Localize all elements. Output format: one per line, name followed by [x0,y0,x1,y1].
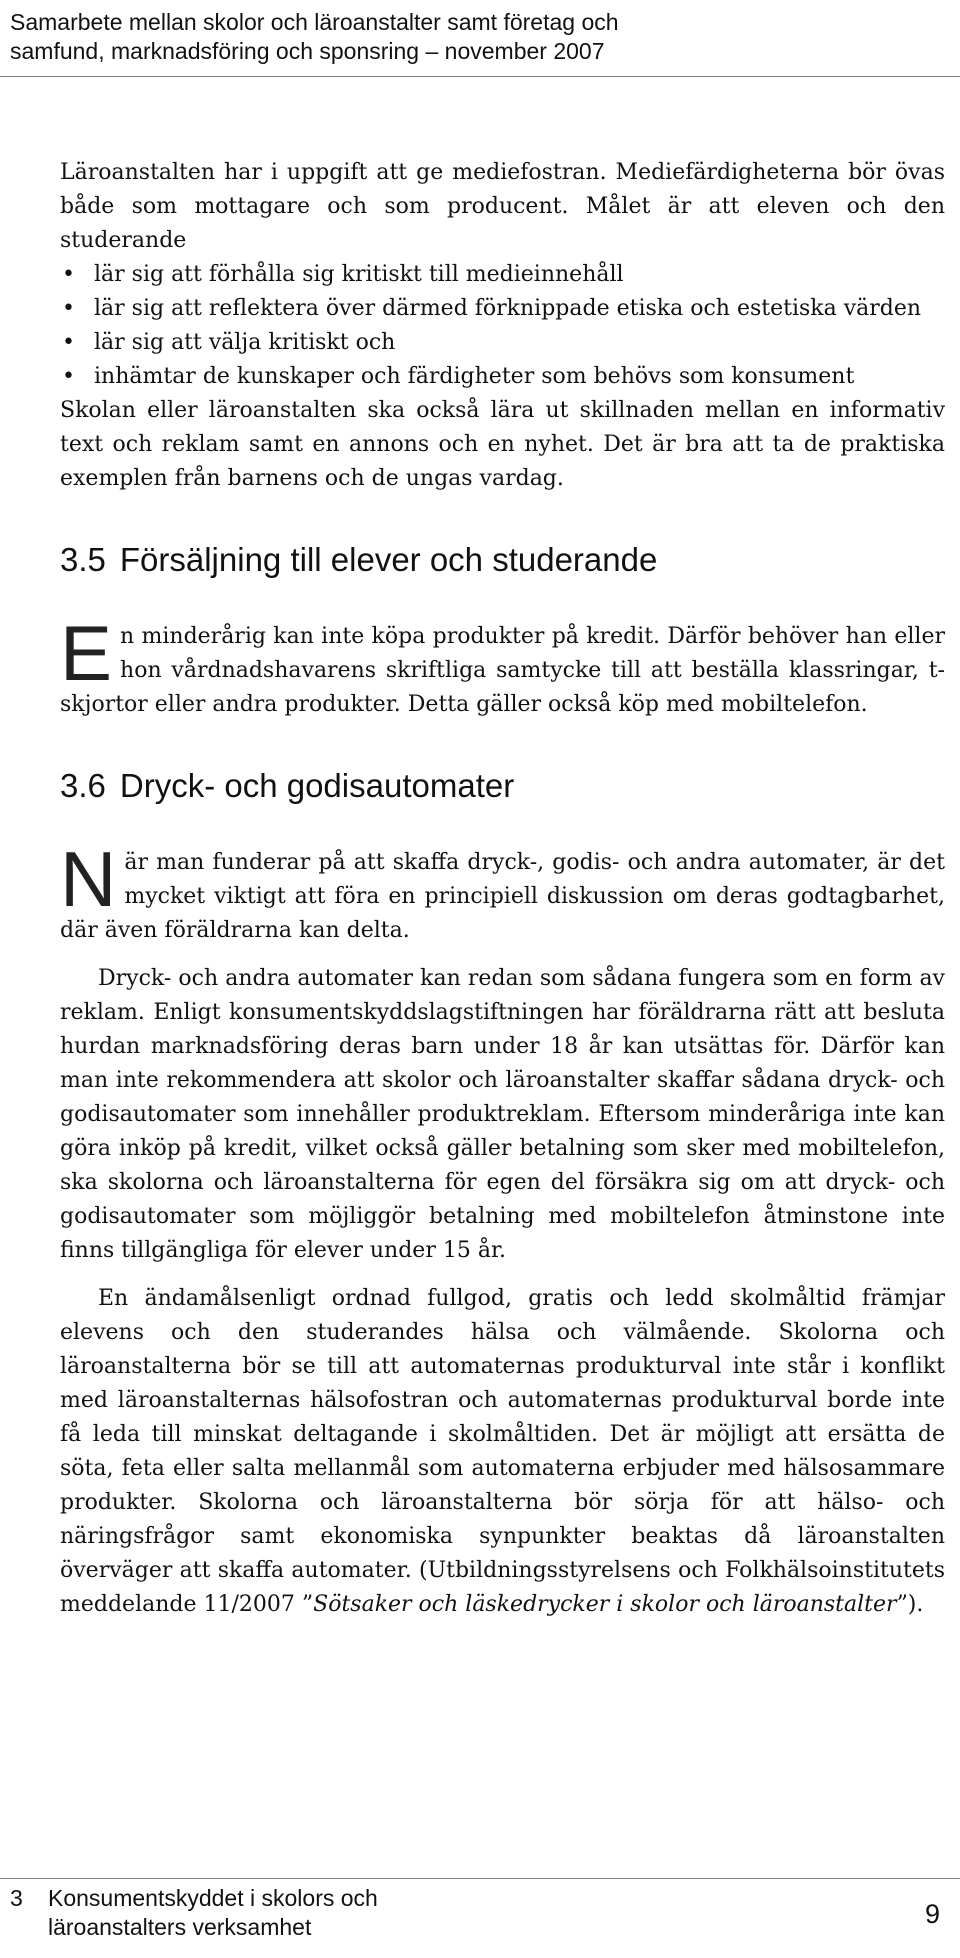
intro-paragraph: Läroanstalten har i uppgift att ge mediefostran. Mediefärdigheterna bör övas både som mottagare och som producent. Målet är att eleven och den studerande [60,160,945,253]
drop-cap: E [60,609,113,697]
header-line-1: Samarbete mellan skolor och läroanstalter samt företag och [10,9,619,35]
chapter-title [48,1884,548,1942]
section-heading-3-6 [60,766,945,806]
page-body [60,156,945,1622]
paragraph-end: ”). [896,1592,924,1617]
chapter-title-line-1: Konsumentskyddet i skolors och [48,1885,378,1911]
section-title: Försäljning till elever och studerande [119,541,658,578]
goal-item: • lär sig att reflektera över därmed förknippade etiska och estetiska värden [60,292,945,326]
running-header [10,8,950,66]
section-3-5-paragraph [60,609,945,722]
header-divider [0,76,960,77]
paragraph-text: n minderårig kan inte köpa produkter på kredit. Därför behöver han eller hon vårdnadshavarens skriftliga samtycke till att beställa klassringar, t-skjortor eller andra produkter. Detta gäller också köp med mobiltelefon. [60,624,945,717]
section-number: 3.5 [60,541,106,578]
section-3-6-paragraph-2: Dryck- och andra automater kan redan som sådana fungera som en form av reklam. Enligt konsumentskyddslagstiftningen har föräldrarna rätt att besluta hurdan marknadsföring deras barn under 18 år kan utsättas för. Därför kan man inte rekommendera att skolor och läroanstalter skaffar sådana dryck- och godisautomater som innehåller produktreklam. Eftersom minderåriga inte kan göra inköp på kredit, vilket också gäller betalning som sker med mobiltelefon, ska skolorna och läroanstalterna för egen del försäkra sig om att dryck- och godisautomater som möjliggör betalning med mobiltelefon åtminstone inte finns tillgängliga för elever under 15 år. [60,966,945,1263]
goal-item: • inhämtar de kunskaper och färdigheter som behövs som konsument [60,360,945,394]
section-title: Dryck- och godisautomater [119,767,515,804]
footer-divider [0,1878,960,1879]
intro-paragraph-2: Skolan eller läroanstalten ska också lära ut skillnaden mellan en informativ text och reklam samt en annons och en nyhet. Det är bra att ta de praktiska exemplen från barnens och de ungas vardag. [60,398,945,491]
section-heading-3-5 [60,540,945,580]
goal-item: • lär sig att välja kritiskt och [60,326,945,360]
publication-title: Sötsaker och läskedrycker i skolor och läroanstalter [313,1592,897,1617]
page-number: 9 [924,1899,940,1929]
header-line-2: samfund, marknadsföring och sponsring – november 2007 [10,38,605,64]
goal-item: • lär sig att förhålla sig kritiskt till medieinnehåll [60,258,945,292]
paragraph-text: är man funderar på att skaffa dryck-, godis- och andra automater, är det mycket viktigt att föra en principiell diskussion om deras godtagbarhet, där även föräldrarna kan delta. [60,850,945,943]
drop-cap: N [60,835,117,923]
chapter-number: 3 [10,1885,23,1911]
chapter-title-line-2: läroanstalters verksamhet [48,1914,312,1940]
paragraph-text: En ändamålsenligt ordnad fullgod, gratis och ledd skolmåltid främjar elevens och den studerandes hälsa och välmående. Skolorna och läroanstalterna bör se till att automaternas produkturval inte står i konflikt med läroanstalternas hälsofostran och automaternas produkturval borde inte få leda till minskat deltagande i skolmåltiden. Det är möjligt att ersätta de söta, feta eller salta mellanmål som automaterna erbjuder med hälsosammare produkter. Skolorna och läroanstalterna bör sörja för att hälso- och näringsfrågor samt ekonomiska synpunkter beaktas då läroanstalten överväger att skaffa automater. (Utbildningsstyrelsens och Folkhälsoinstitutets meddelande 11/2007 ” [60,1286,945,1617]
section-3-6-paragraph-1 [60,835,945,948]
goals-list [60,258,945,394]
section-3-6-paragraph-3 [60,1282,945,1622]
section-number: 3.6 [60,767,106,804]
